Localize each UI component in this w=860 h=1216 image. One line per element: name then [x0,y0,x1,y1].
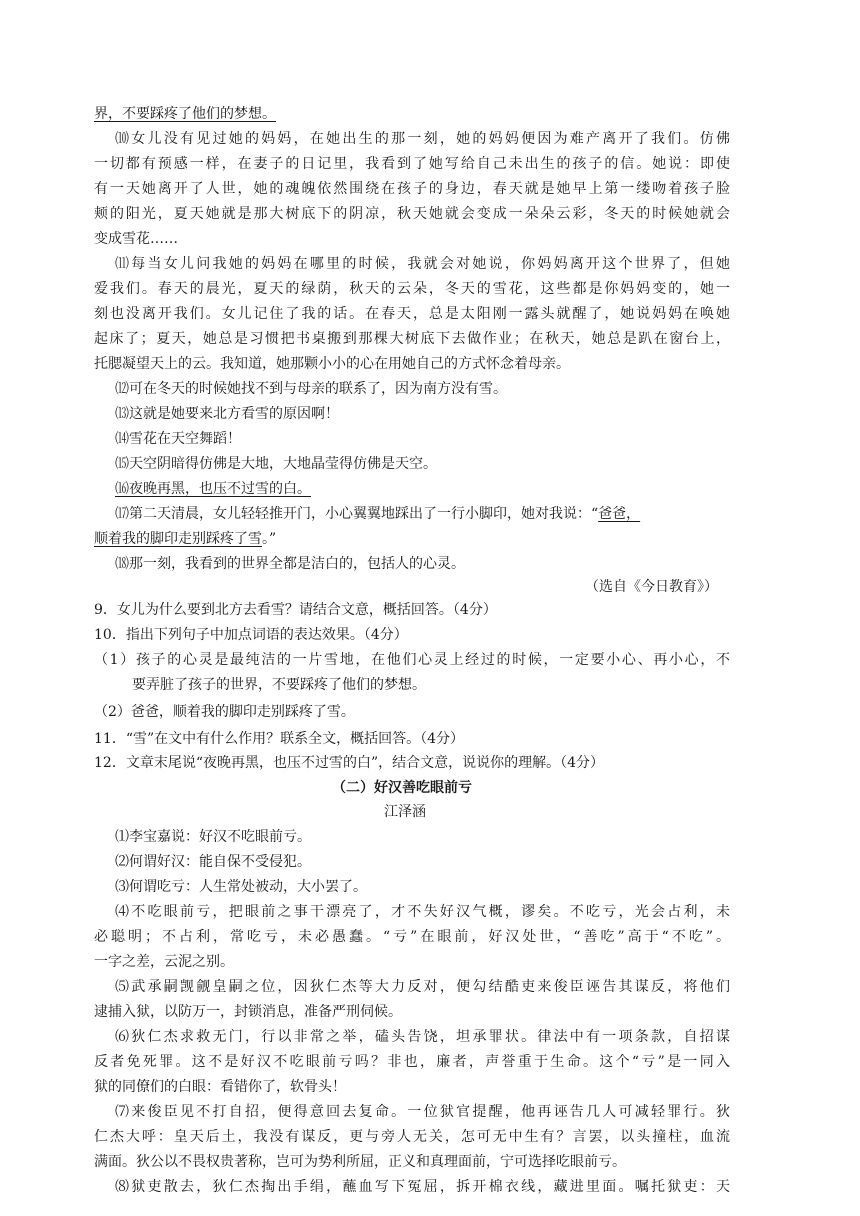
passage2-paragraph-4-line-3: 一字之差，云泥之别。 [94,954,234,970]
passage2-paragraph-5-line-1: ⑸武承嗣觊觎皇嗣之位，因狄仁杰等大力反对，便勾结酷吏来俊臣诬告其谋反，将他们 [115,979,730,995]
paragraph-11-line-5: 托腮凝望天上的云。我知道，她那颗小小的心在用她自己的方式怀念着母亲。 [94,356,570,372]
question-9: 9．女儿为什么要到北方去看雪？请结合文意，概括回答。（4分） [94,602,497,618]
paragraph-10-line-2: 一切都有预感一样，在妻子的日记里，我看到了她写给自己未出生的孩子的信。她说：即使 [94,156,730,172]
underlined-sentence: ⒃夜晚再黑，也压不过雪的白。 [115,481,311,497]
text-line: 界，不要踩疼了他们的梦想。 [94,106,276,122]
underlined-quote: 爸爸， [598,506,641,522]
passage2-paragraph-7-line-1: ⑺来俊臣见不打自招，便得意回去复命。一位狱官提醒，他再诬告几人可减轻罪行。狄 [115,1104,730,1120]
passage2-paragraph-1: ⑴李宝嘉说：好汉不吃眼前亏。 [115,829,311,845]
passage2-paragraph-7-line-3: 满面。狄公以不畏权贵著称，岂可为势利所屈，正义和真理面前，宁可选择吃眼前亏。 [94,1154,626,1170]
paragraph-17-text: 。” [262,531,277,547]
question-10: 10．指出下列句子中加点词语的表达效果。（4分） [94,627,408,643]
paragraph-11-line-4: 起床了；夏天，她总是习惯把书桌搬到那棵大树底下去做作业；在秋天，她总是趴在窗台上， [94,331,730,347]
paragraph-10-line-5: 变成雪花…… [94,231,178,247]
question-11: 11．“雪”在文中有什么作用？联系全文，概括回答。（4分） [94,731,465,747]
paragraph-11-line-1: ⑾每当女儿问我她的妈妈在哪里的时候，我就会对她说，你妈妈离开这个世界了，但她 [115,256,730,272]
paragraph-11-line-2: 爱我们。春天的晨光，夏天的绿荫，秋天的云朵，冬天的雪花，这些都是你妈妈变的，她一 [94,281,730,297]
question-10-item-2: （2）爸爸，顺着我的脚印走别踩疼了雪。 [94,704,355,720]
underlined-quote: 顺着我的脚印走别踩疼了雪 [94,531,262,547]
paragraph-11-line-3: 刻也没离开我们。女儿记住了我的话。在春天，总是太阳刚一露头就醒了，她说妈妈在唤她 [94,306,730,322]
source-note: （选自《今日教育》） [585,579,718,595]
paragraph-12: ⑿可在冬天的时候她找不到与母亲的联系了，因为南方没有雪。 [115,381,507,397]
section-title: （二）好汉善吃眼前亏 [332,780,472,796]
paragraph-18: ⒅那一刻，我看到的世界全都是洁白的，包括人的心灵。 [115,556,465,572]
passage2-paragraph-4-line-1: ⑷不吃眼前亏，把眼前之事干漂亮了，才不失好汉气概，谬矣。不吃亏，光会占利，未 [115,904,730,920]
paragraph-16 [115,480,311,498]
paragraph-10-line-3: 有一天她离开了人世，她的魂魄依然围绕在孩子的身边，春天就是她早上第一缕吻着孩子脸 [94,181,730,197]
question-12: 12．文章末尾说“夜晚再黑，也压不过雪的白”，结合文意，说说你的理解。（4分） [94,755,605,771]
paragraph-15: ⒂天空阴暗得仿佛是大地，大地晶莹得仿佛是天空。 [115,456,437,472]
paragraph-17-line-1 [115,505,640,523]
passage2-paragraph-3: ⑶何谓吃亏：人生常处被动，大小罢了。 [115,879,367,895]
passage2-paragraph-2: ⑵何谓好汉：能自保不受侵犯。 [115,854,311,870]
paragraph-10-line-4: 颊的阳光，夏天她就是那大树底下的阴凉，秋天她就会变成一朵朵云彩，冬天的时候她就会 [94,206,730,222]
passage2-paragraph-7-line-2: 仁杰大呼：皇天后土，我没有谋反，更与旁人无关，怎可无中生有？言罢，以头撞柱，血流 [94,1129,730,1145]
passage2-paragraph-4-line-2: 必聪明；不占利，常吃亏，未必愚蠢。“亏”在眼前，好汉处世，“善吃”高于“不吃”。 [94,929,730,945]
question-10-item-1-line-2: 要弄脏了孩子的世界，不要踩疼了他们的梦想。 [132,677,426,693]
paragraph-10-line-1: ⑽女儿没有见过她的妈妈，在她出生的那一刻，她的妈妈便因为难产离开了我们。仿佛 [115,131,730,147]
passage2-paragraph-8-line-1: ⑻狱吏散去，狄仁杰掏出手绢，蘸血写下冤屈，拆开棉衣线，藏进里面。嘱托狱吏：天 [115,1179,730,1195]
passage2-paragraph-5-line-2: 逮捕入狱，以防万一，封锁消息，准备严刑伺候。 [94,1004,402,1020]
paragraph-17-text: ⒄第二天清晨，女儿轻轻推开门，小心翼翼地踩出了一行小脚印，她对我说：“ [115,506,599,522]
paragraph-13: ⒀这就是她要来北方看雪的原因啊！ [115,406,339,422]
author: 江泽涵 [384,804,426,820]
question-10-item-1-line-1: （1）孩子的心灵是最纯洁的一片雪地，在他们心灵上经过的时候，一定要小心、再小心，不 [94,652,730,668]
paragraph-17-line-2 [94,530,276,548]
passage2-paragraph-6-line-1: ⑹狄仁杰求救无门，行以非常之举，磕头告饶，坦承罪状。律法中有一项条款，自招谋 [115,1029,730,1045]
passage2-paragraph-6-line-2: 反者免死罪。这不是好汉不吃眼前亏吗？非也，廉者，声誉重于生命。这个“亏”是一同入 [94,1054,730,1070]
passage2-paragraph-6-line-3: 狱的同僚们的白眼：看错你了，软骨头！ [94,1079,346,1095]
paragraph-14: ⒁雪花在天空舞蹈！ [115,431,241,447]
